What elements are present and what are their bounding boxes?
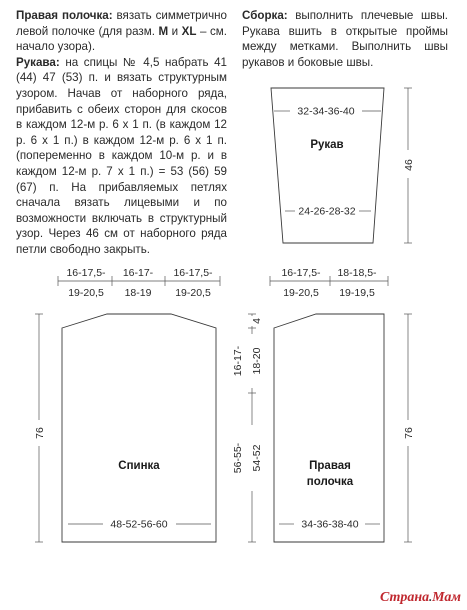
front-outline — [274, 314, 384, 542]
sleeve-bottom-width: 24-26-28-32 — [298, 205, 356, 218]
watermark-logo — [380, 590, 461, 606]
back-outline — [62, 314, 216, 542]
front-top-left-lower: 19-20,5 — [283, 287, 319, 299]
size-and: и — [168, 24, 182, 38]
back-top-left-upper: 16-17,5- — [66, 267, 106, 279]
sleeve-title: Рукав — [310, 139, 344, 151]
front-text-end: – см. начало узора). — [16, 24, 227, 54]
size-m: M — [158, 24, 169, 38]
assembly-text: выполнить плечевые швы. Рукава вшить в открытые проймы между метками. Выполнить швы рукавов и боковые швы. — [242, 9, 448, 69]
back-title: Спинка — [118, 460, 160, 472]
back-top-mid-upper: 16-17- — [122, 267, 154, 279]
front-top-right-upper: 18-18,5- — [337, 267, 377, 279]
back-diagram — [34, 267, 220, 542]
back-top-right-lower: 19-20,5 — [175, 287, 211, 299]
back-top-right-upper: 16-17,5- — [173, 267, 213, 279]
sleeve-heading: Рукава: — [16, 55, 60, 69]
front-bottom-width: 34-36-38-40 — [301, 518, 359, 531]
sleeve-text: на спицы № 4,5 набрать 41 (44) 47 (53) п. и вязать структурным узором. Начав от наборного ряда, прибавить с обеих сторон для скосов в каждом 12-м р. 6 х 1 п. (в каждом 12 р. 6 х 1 п.) в каждом 12-м р. 6 х 1 п. (попеременно в каждом 10-м р. и в каждом 12-м р. 7 х 1 п.) = 53 (56) 59 (67) п. На прибавляемых петлях сначала вязать лицевыми и по возможности включать в структурный узор. Через 46 см от наборного ряда петли свободно закрыть. — [16, 55, 227, 256]
back-height: 76 — [34, 427, 46, 439]
front-heading: Правая полочка: — [16, 9, 113, 22]
front-text: вязать симметрично левой полочке (для разм. — [16, 9, 227, 38]
front-armhole-upper: 16-17- — [232, 345, 244, 377]
back-top-mid-lower: 18-19 — [124, 287, 152, 299]
sleeve-top-width: 32-34-36-40 — [297, 105, 355, 118]
watermark-dot: . — [429, 590, 433, 604]
sleeve-diagram — [271, 88, 415, 243]
front-title-line2: полочка — [306, 476, 354, 488]
size-xl: XL — [181, 24, 197, 38]
back-top-left-lower: 19-20,5 — [68, 287, 104, 299]
front-side-upper: 56-55- — [232, 442, 244, 474]
front-top-right-lower: 19-19,5 — [339, 287, 375, 299]
front-title-line1: Правая — [309, 460, 351, 472]
front-top-left-upper: 16-17,5- — [281, 267, 321, 279]
watermark-text-a: Страна — [379, 590, 430, 605]
watermark-text-b: Мам — [432, 590, 461, 605]
front-shoulder: 4 — [251, 318, 263, 324]
front-armhole-lower: 18-20 — [251, 347, 263, 375]
assembly-heading: Сборка: — [242, 9, 288, 22]
back-bottom-width: 48-52-56-60 — [110, 518, 168, 531]
front-side-lower: 54-52 — [251, 444, 263, 472]
front-diagram — [232, 267, 415, 542]
front-height: 76 — [403, 427, 415, 439]
sleeve-height: 46 — [403, 159, 415, 171]
